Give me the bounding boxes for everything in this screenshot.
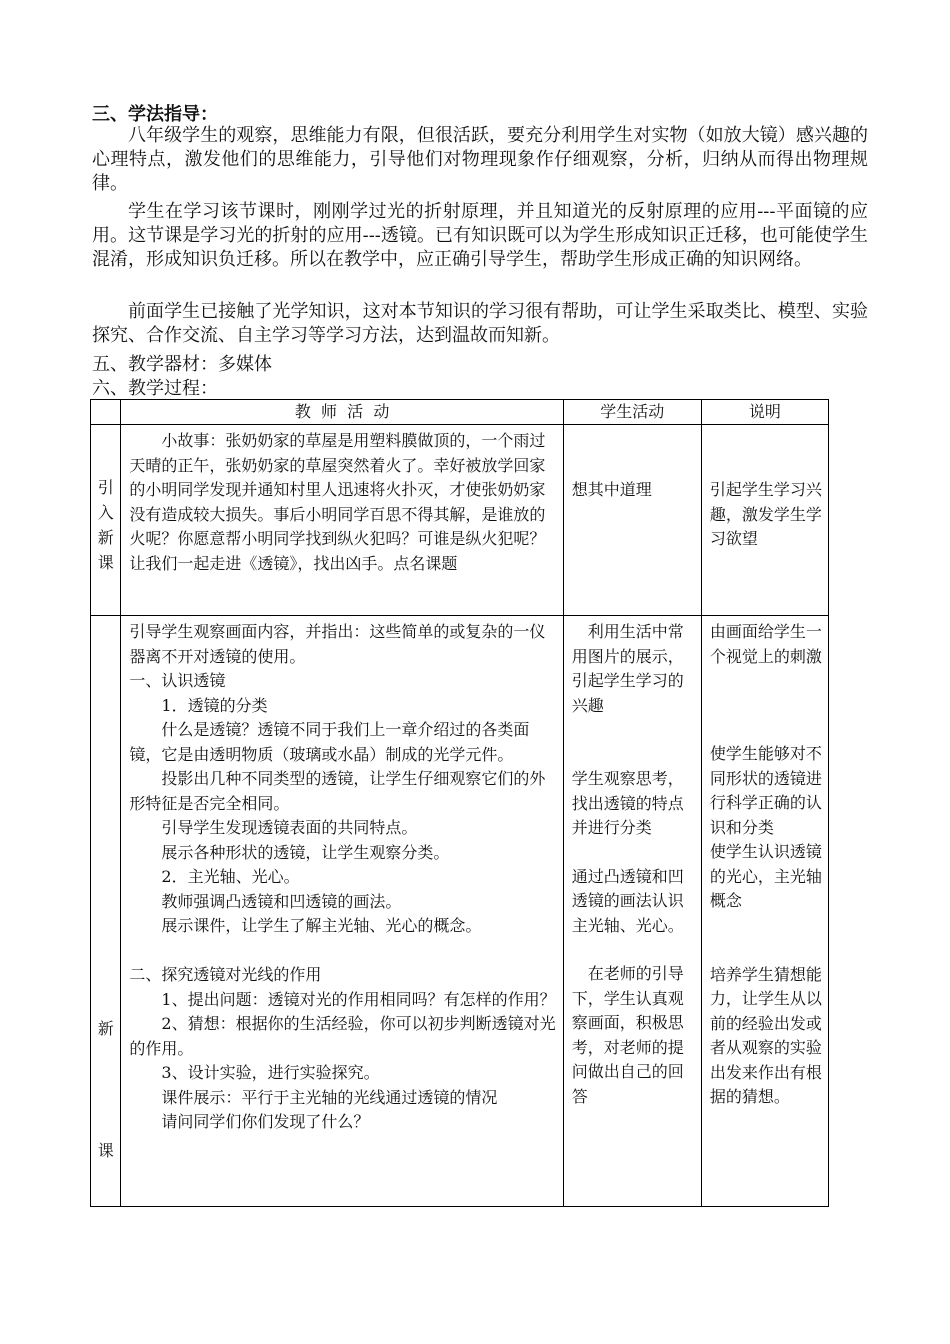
header-note: 说明 (701, 400, 828, 425)
label-char: 课 (97, 553, 114, 572)
teacher-activity-intro (121, 425, 563, 616)
note-text: 使学生能够对不同形状的透镜进行科学正确的认识和分类 (709, 744, 822, 837)
teacher-line: 一、认识透镜 (129, 671, 226, 690)
table-row-new-lesson (91, 616, 829, 1207)
row-label-intro (91, 425, 121, 616)
teacher-line: 1、提出问题：透镜对光的作用相同吗？有怎样的作用？ (161, 989, 556, 1009)
student-text: 在老师的引导下，学生认真观察画面，积极思考，对老师的提问做出自己的回答 (571, 964, 684, 1106)
teacher-story: 小故事：张奶奶家的草屋是用塑料膜做顶的，一个雨过天晴的正午，张奶奶家的草屋突然着火了。幸好被放学回家的小明同学发现并通知村里人迅速将火扑灭，才使张奶奶家没有造成较大损失。事后小明同学百思不得其解，是谁放的火呢？你愿意帮小明同学找到纵火犯吗？可谁是纵火犯呢？让我们一起走进《透镜》，找出凶手。点名课题 (129, 431, 546, 573)
note-text: 培养学生猜想能力，让学生从以前的经验出发或者从观察的实验出发来作出有根据的猜想。 (709, 964, 822, 1106)
teacher-line: 什么是透镜？透镜不同于我们上一章介绍过的各类面镜，它是由透明物质（玻璃或水晶）制成的光学元件。 (129, 720, 530, 764)
table-header-row (91, 400, 829, 425)
paragraph-1: 八年级学生的观察，思维能力有限，但很活跃，要充分利用学生对实物（如放大镜）感兴趣的心理特点，激发他们的思维能力，引导他们对物理现象作仔细观察，分析，归纳从而得出物理规律。 (92, 125, 868, 194)
header-teacher-activity: 教 师 活 动 (121, 400, 563, 425)
student-activity-intro (563, 425, 701, 616)
teacher-line: 展示各种形状的透镜，让学生观察分类。 (161, 842, 450, 862)
paragraph-3: 前面学生已接触了光学知识，这对本节知识的学习很有帮助，可让学生采取类比、模型、实验探究、合作交流、自主学习等学习方法，达到温故而知新。 (92, 301, 868, 346)
teacher-line: 展示课件，让学生了解主光轴、光心的概念。 (161, 916, 482, 935)
teacher-line: 2、猜想：根据你的生活经验，你可以初步判断透镜对光的作用。 (129, 1014, 556, 1058)
label-char: 新 (97, 1019, 114, 1038)
section-process: 六、教学过程： (92, 378, 218, 399)
student-text: 想其中道理 (571, 480, 652, 499)
teacher-line: 引导学生观察画面内容，并指出：这些简单的或复杂的一仪器离不开对透镜的使用。 (129, 622, 546, 666)
teacher-line: 教师强调凸透镜和凹透镜的画法。 (161, 891, 402, 911)
note-text: 引起学生学习兴趣，激发学生学习欲望 (709, 480, 822, 548)
note-new-lesson (701, 616, 828, 1207)
teacher-line: 请问同学们你们发现了什么？ (161, 1112, 370, 1131)
row-label-new-lesson (91, 616, 121, 1207)
teacher-line: 2．主光轴、光心。 (161, 867, 300, 886)
label-char: 新 (97, 528, 114, 547)
teacher-line: 二、探究透镜对光线的作用 (129, 965, 322, 984)
student-activity-new-lesson (563, 616, 701, 1207)
label-char: 课 (97, 1141, 114, 1160)
header-student-activity: 学生活动 (563, 400, 701, 425)
section-heading-study-method: 三、学法指导： (92, 104, 218, 125)
note-intro (701, 425, 828, 616)
teacher-line: 1．透镜的分类 (161, 695, 268, 715)
teacher-line: 3、设计实验，进行实验探究。 (161, 1063, 380, 1082)
label-char: 入 (97, 503, 114, 522)
teacher-line: 投影出几种不同类型的透镜，让学生仔细观察它们的外形特征是否完全相同。 (129, 769, 546, 813)
teacher-line: 课件展示：平行于主光轴的光线通过透镜的情况 (161, 1087, 498, 1107)
label-char: 引 (97, 478, 114, 497)
section-equipment: 五、教学器材：多媒体 (92, 354, 272, 375)
table-row-intro (91, 425, 829, 616)
student-text: 通过凸透镜和凹透镜的画法认识主光轴、光心。 (571, 866, 684, 935)
note-text: 使学生认识透镜的光心，主光轴概念 (709, 842, 822, 910)
student-text: 利用生活中常用图片的展示，引起学生学习的兴趣 (571, 622, 684, 715)
header-blank (91, 400, 121, 425)
teaching-process-table (90, 399, 829, 1207)
paragraph-2: 学生在学习该节课时，刚刚学过光的折射原理，并且知道光的反射原理的应用---平面镜的应用。这节课是学习光的折射的应用---透镜。已有知识既可以为学生形成知识正迁移，也可能使学生混淆，形成知识负迁移。所以在教学中，应正确引导学生，帮助学生形成正确的知识网络。 (92, 201, 868, 270)
teacher-activity-new-lesson (121, 616, 563, 1207)
teacher-line: 引导学生发现透镜表面的共同特点。 (161, 818, 418, 837)
note-text: 由画面给学生一个视觉上的刺激 (709, 622, 822, 666)
student-text: 学生观察思考，找出透镜的特点并进行分类 (571, 769, 684, 837)
